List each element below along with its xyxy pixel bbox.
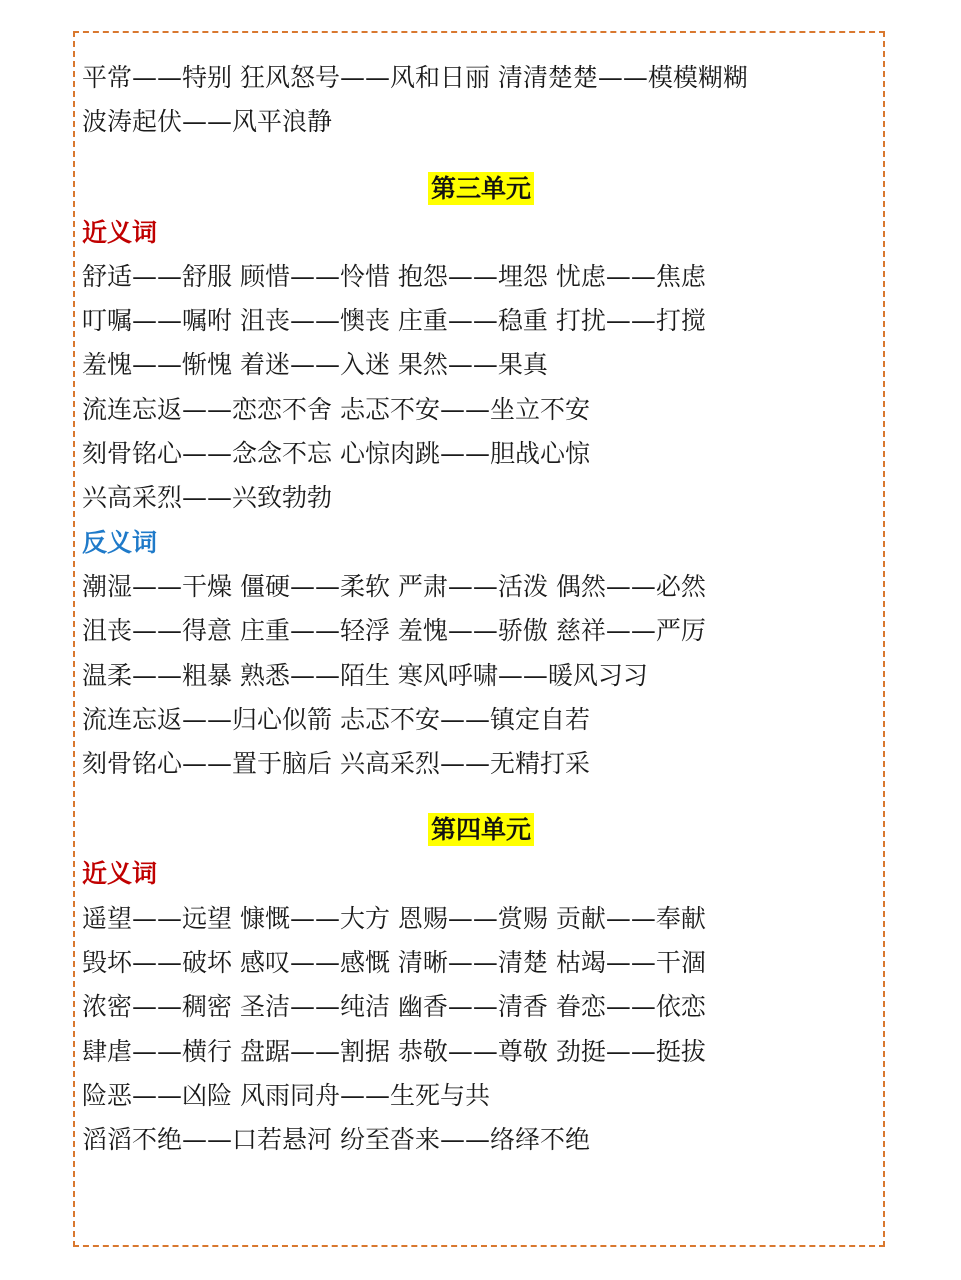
document-content [82, 56, 872, 1163]
text-line: 流连忘返——归心似箭 忐忑不安——镇定自若 [82, 704, 590, 734]
text-line: 刻骨铭心——置于脑后 兴高采烈——无精打采 [82, 749, 590, 779]
text-line: 滔滔不绝——口若悬河 纷至沓来——络绎不绝 [82, 1125, 590, 1155]
text-line: 潮湿——干燥 僵硬——柔软 严肃——活泼 偶然——必然 [82, 571, 706, 601]
text-line: 遥望——远望 慷慨——大方 恩赐——赏赐 贡献——奉献 [82, 903, 706, 933]
text-line: 流连忘返——恋恋不舍 忐忑不安——坐立不安 [82, 394, 590, 424]
unit-3-synonyms-label: 近义词 [82, 217, 158, 247]
unit-3-title [86, 167, 876, 211]
text-line: 浓密——稠密 圣洁——纯洁 幽香——清香 眷恋——依恋 [82, 992, 706, 1022]
text-line: 舒适——舒服 顾惜——怜惜 抱怨——埋怨 忧虑——焦虑 [82, 261, 706, 291]
text-line: 肆虐——横行 盘踞——割据 恭敬——尊敬 劲挺——挺拔 [82, 1036, 706, 1066]
text-line: 叮嘱——嘱咐 沮丧——懊丧 庄重——稳重 打扰——打搅 [82, 306, 706, 336]
text-line: 羞愧——惭愧 着迷——入迷 果然——果真 [82, 350, 548, 380]
text-line: 刻骨铭心——念念不忘 心惊肉跳——胆战心惊 [82, 439, 590, 469]
text-line: 波涛起伏——风平浪静 [82, 107, 333, 137]
text-line: 温柔——粗暴 熟悉——陌生 寒风呼啸——暖风习习 [82, 660, 648, 690]
unit-3-title-text: 第三单元 [428, 172, 534, 205]
text-line: 沮丧——得意 庄重——轻浮 羞愧——骄傲 慈祥——严厉 [82, 616, 706, 646]
unit-3-antonyms-label: 反义词 [82, 527, 158, 557]
text-line: 毁坏——破坏 感叹——感慨 清晰——清楚 枯竭——干涸 [82, 948, 706, 978]
unit-4-synonyms-label: 近义词 [82, 859, 158, 889]
text-line: 兴高采烈——兴致勃勃 [82, 483, 333, 513]
text-line: 险恶——凶险 风雨同舟——生死与共 [82, 1080, 490, 1110]
unit-4-title [86, 808, 876, 852]
unit-4-title-text: 第四单元 [428, 813, 534, 846]
text-line: 平常——特别 狂风怒号——风和日丽 清清楚楚——模模糊糊 [82, 63, 748, 92]
